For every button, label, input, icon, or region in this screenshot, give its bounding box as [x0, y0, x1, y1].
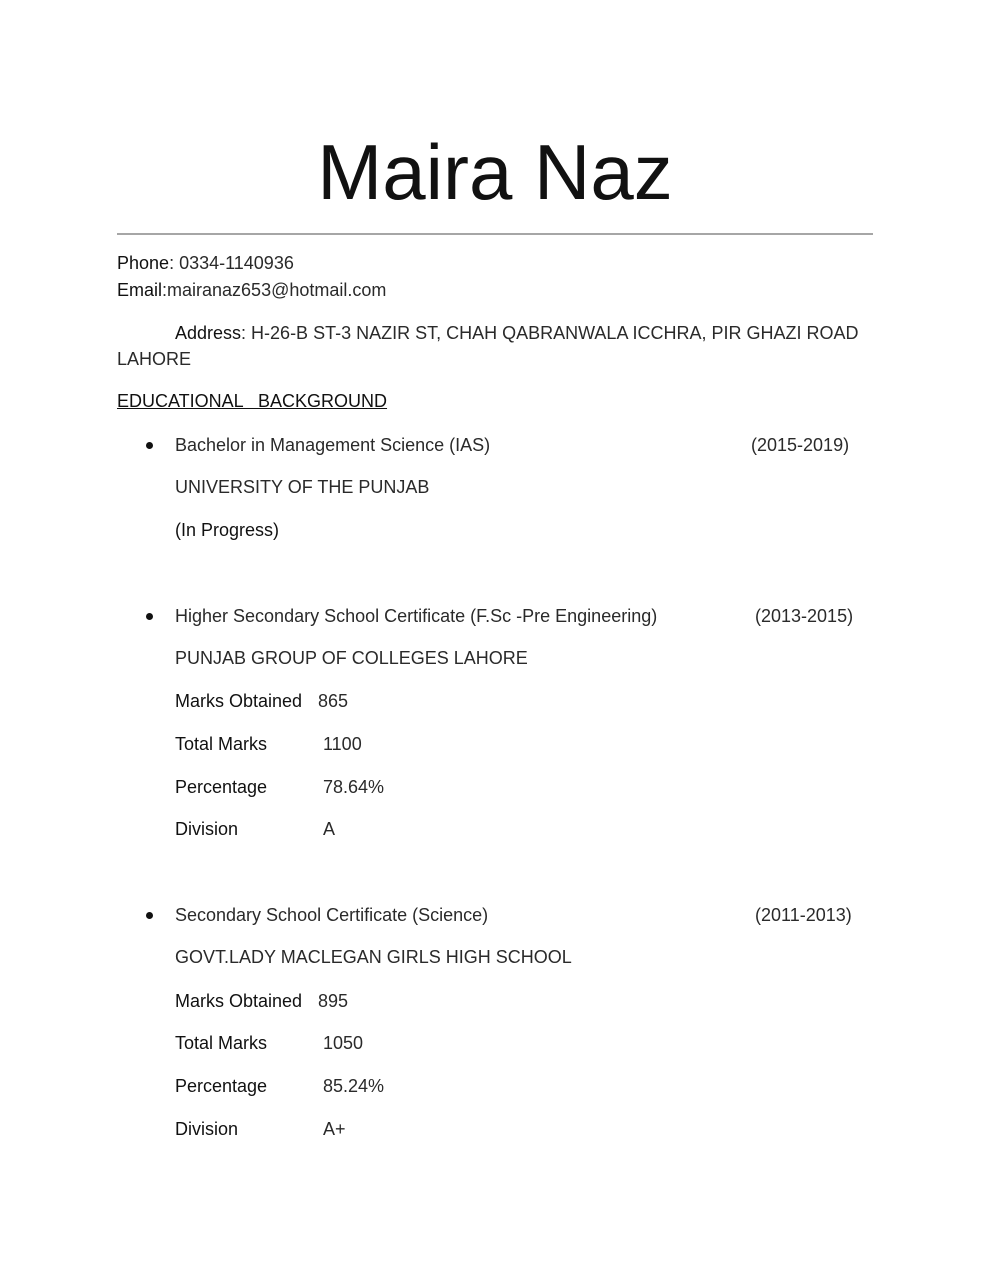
detail-label: Total Marks [175, 1033, 268, 1053]
address-line [175, 321, 858, 345]
detail-value: A [323, 819, 336, 839]
candidate-name: Maira Naz [317, 128, 673, 216]
detail-value: 1100 [323, 734, 362, 754]
email-line [117, 278, 386, 302]
section-heading-education: EDUCATIONAL BACKGROUND [117, 391, 388, 411]
detail-value: 895 [318, 991, 349, 1011]
address-value: : H-26-B ST-3 NAZIR ST, CHAH QABRANWALA ICCHRA, PIR GHAZI ROAD [241, 323, 859, 343]
phone-line [117, 251, 294, 275]
institution-name: GOVT.LADY MACLEGAN GIRLS HIGH SCHOOL [175, 947, 572, 967]
email-label: Email [117, 280, 163, 300]
detail-label: Marks Obtained [175, 691, 303, 711]
institution-name: UNIVERSITY OF THE PUNJAB [175, 477, 430, 497]
degree-title: Higher Secondary School Certificate (F.Sc -Pre Engineering) [175, 606, 658, 626]
address-line-2: LAHORE [117, 349, 192, 369]
phone-value: : 0334-1140936 [169, 253, 294, 273]
detail-label: Total Marks [175, 734, 268, 754]
detail-label: Division [175, 1119, 239, 1139]
detail-label: Division [175, 819, 239, 839]
detail-label: Percentage [175, 1076, 268, 1096]
degree-status: (In Progress) [175, 520, 280, 540]
address-label: Address [175, 323, 242, 343]
degree-title: Bachelor in Management Science (IAS) [175, 435, 491, 455]
degree-years: (2015-2019) [751, 435, 850, 455]
degree-title: Secondary School Certificate (Science) [175, 905, 489, 925]
email-value: :mairanaz653@hotmail.com [162, 280, 387, 300]
institution-name: PUNJAB GROUP OF COLLEGES LAHORE [175, 648, 528, 668]
degree-years: (2013-2015) [755, 606, 854, 626]
detail-value: 865 [318, 691, 349, 711]
detail-label: Marks Obtained [175, 991, 303, 1011]
detail-value: 85.24% [323, 1076, 385, 1096]
header-divider [117, 233, 873, 235]
detail-label: Percentage [175, 777, 268, 797]
degree-years: (2011-2013) [755, 905, 852, 925]
bullet-icon [145, 433, 155, 457]
phone-label: Phone [117, 253, 170, 273]
detail-value: A+ [323, 1119, 346, 1139]
bullet-icon [145, 903, 155, 927]
detail-value: 78.64% [323, 777, 385, 797]
bullet-icon [145, 604, 155, 628]
detail-value: 1050 [323, 1033, 364, 1053]
